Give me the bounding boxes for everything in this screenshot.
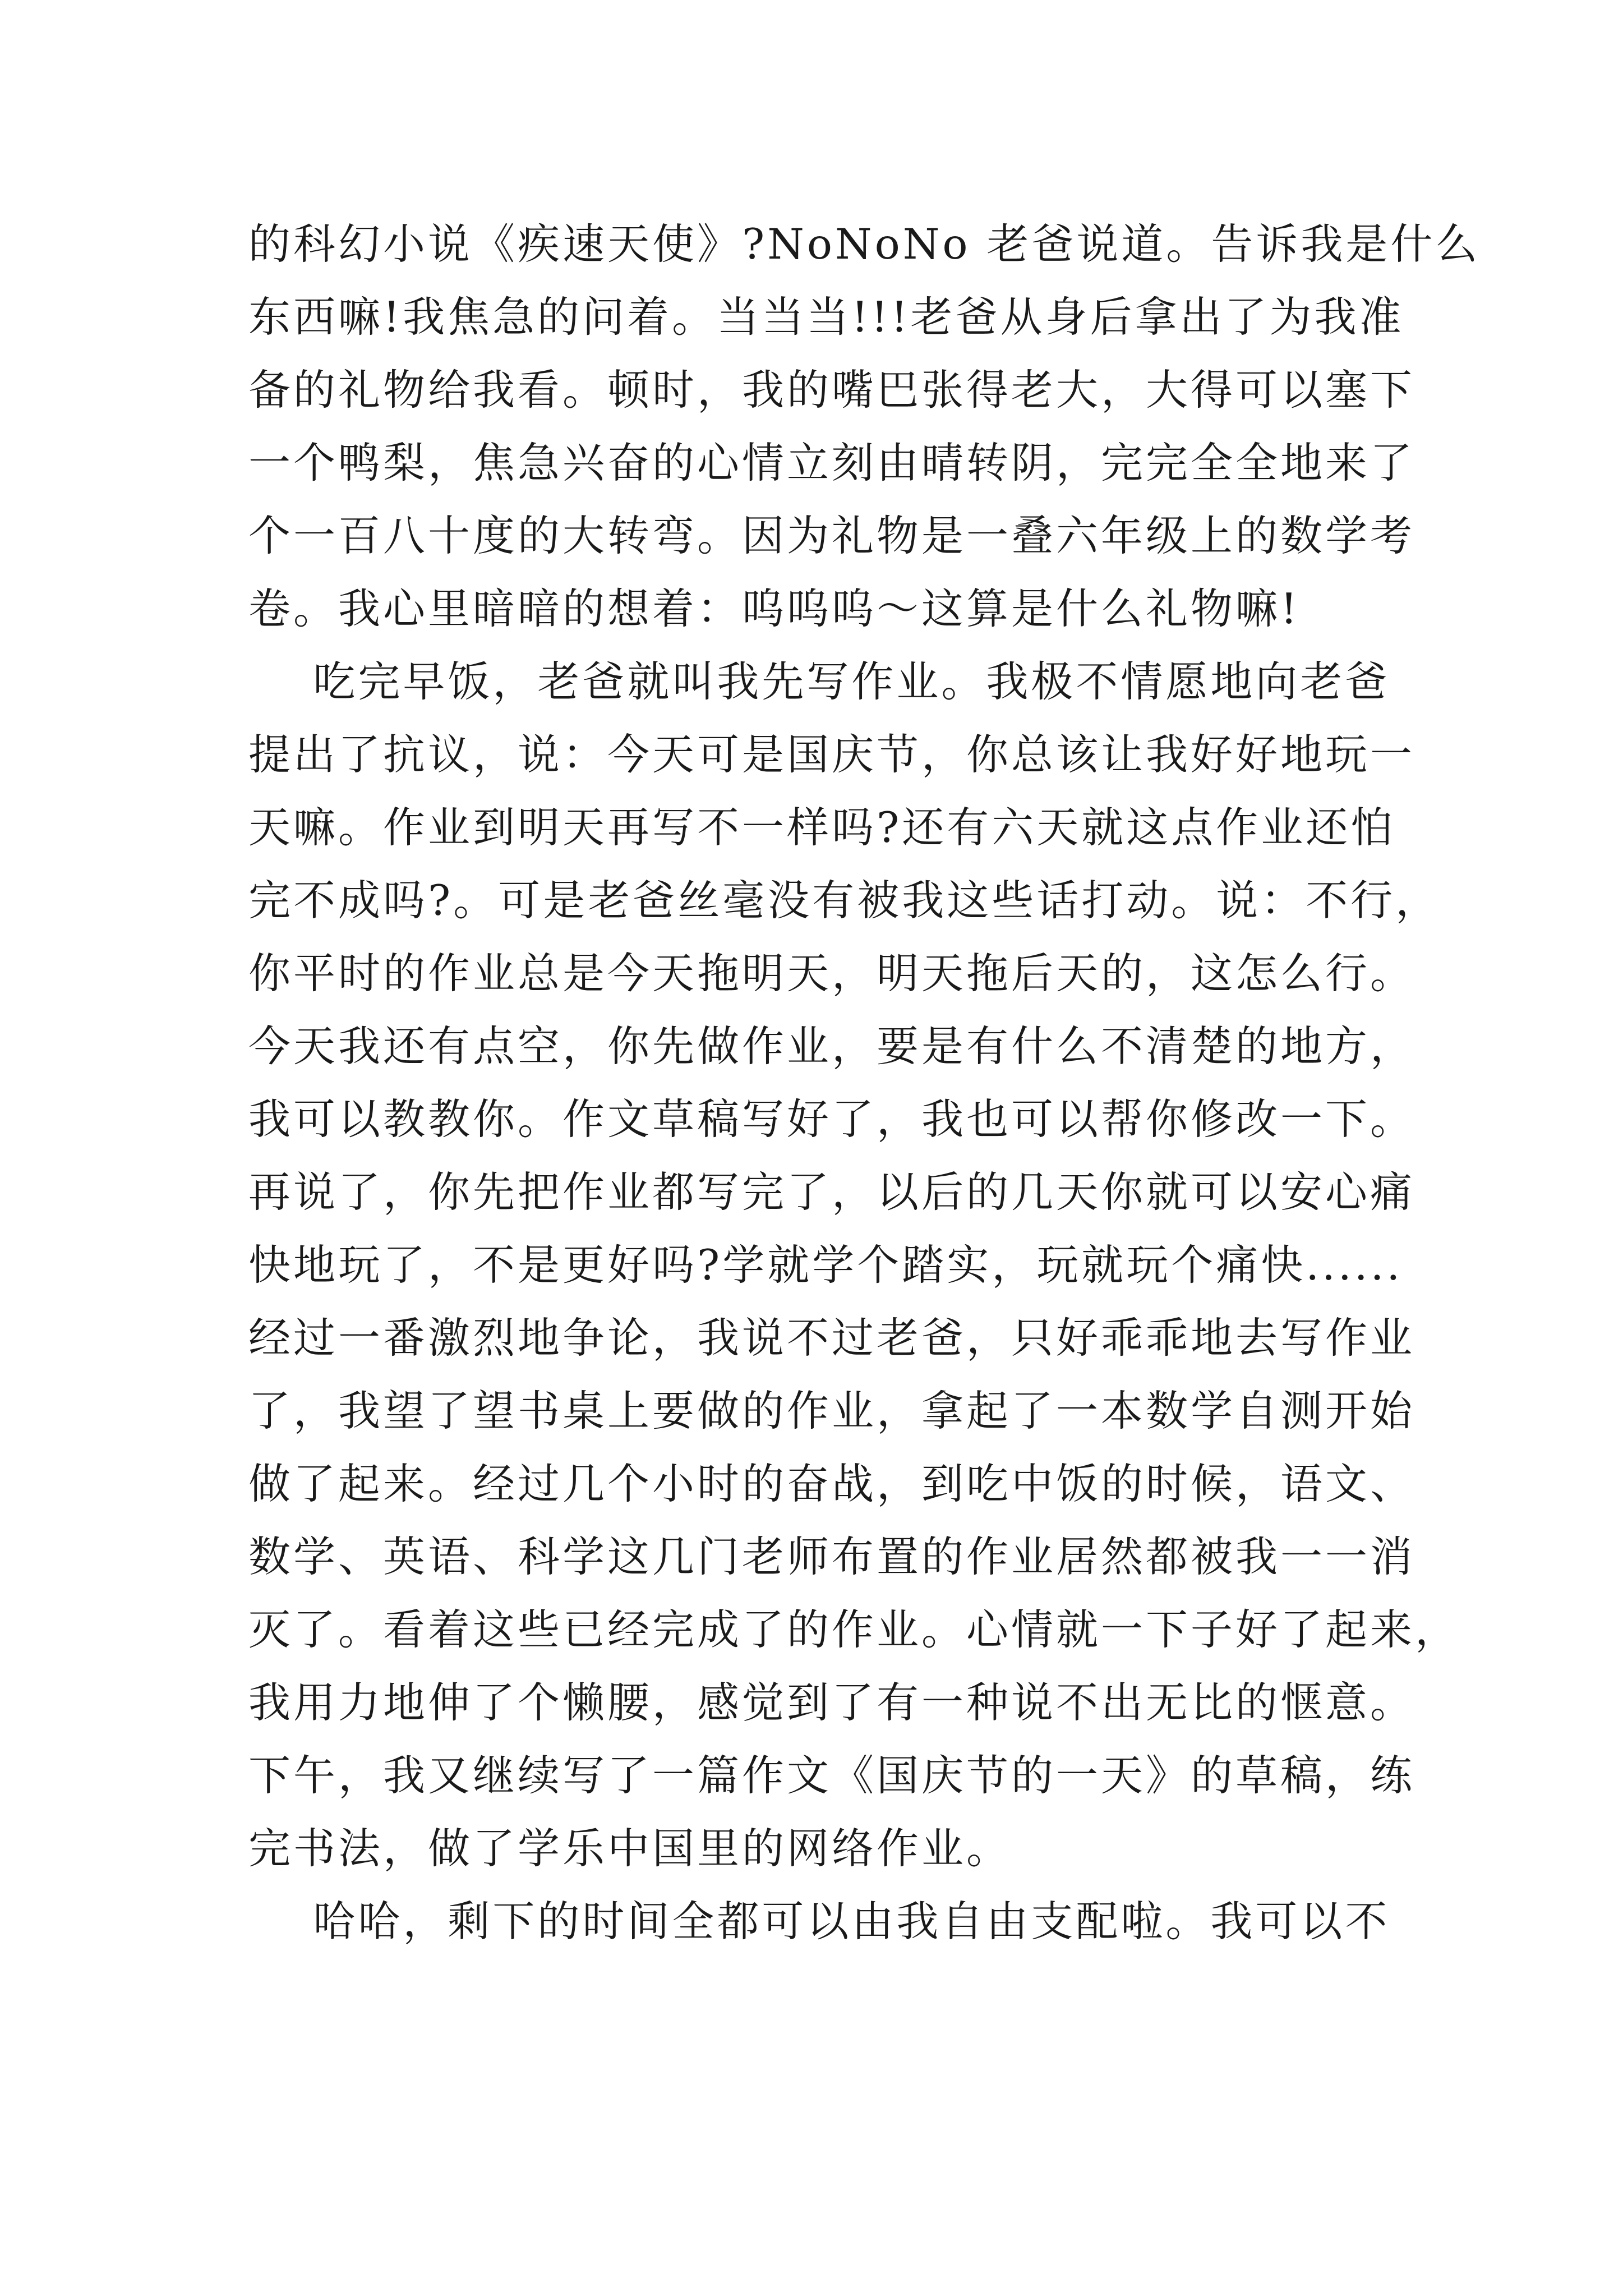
text-line: 做了起来。经过几个小时的奋战，到吃中饭的时候，语文、 <box>248 1459 1415 1508</box>
text-line: 天嘛。作业到明天再写不一样吗?还有六天就这点作业还怕 <box>248 803 1396 852</box>
text-line: 完书法，做了学乐中国里的网络作业。 <box>248 1824 1012 1873</box>
text-line: 卷。我心里暗暗的想着：呜呜呜～这算是什么礼物嘛! <box>248 584 1301 633</box>
text-line: 备的礼物给我看。顿时，我的嘴巴张得老大，大得可以塞下 <box>248 365 1415 415</box>
text-line: 东西嘛!我焦急的问着。当当当!!!老爸从身后拿出了为我准 <box>248 292 1404 342</box>
text-line: 下午，我又继续写了一篇作文《国庆节的一天》的草稿，练 <box>248 1751 1415 1800</box>
text-line: 你平时的作业总是今天拖明天，明天拖后天的，这怎么行。 <box>248 949 1415 998</box>
text-line: 快地玩了，不是更好吗?学就学个踏实，玩就玩个痛快...... <box>248 1240 1403 1290</box>
text-line: 数学、英语、科学这几门老师布置的作业居然都被我一一消 <box>248 1532 1415 1581</box>
text-line: 我可以教教你。作文草稿写好了，我也可以帮你修改一下。 <box>248 1094 1415 1144</box>
text-line: 再说了，你先把作业都写完了，以后的几天你就可以安心痛 <box>248 1167 1415 1217</box>
text-line: 灭了。看着这些已经完成了的作业。心情就一下子好了起来， <box>248 1605 1460 1654</box>
text-line: 今天我还有点空，你先做作业，要是有什么不清楚的地方， <box>248 1022 1415 1071</box>
text-line: 我用力地伸了个懒腰，感觉到了有一种说不出无比的惬意。 <box>248 1678 1415 1727</box>
text-line: 完不成吗?。可是老爸丝毫没有被我这些话打动。说：不行， <box>248 876 1441 925</box>
text-line: 哈哈，剩下的时间全都可以由我自由支配啦。我可以不 <box>248 1897 1390 1946</box>
text-line: 个一百八十度的大转弯。因为礼物是一叠六年级上的数学考 <box>248 511 1415 560</box>
text-line: 了，我望了望书桌上要做的作业，拿起了一本数学自测开始 <box>248 1386 1415 1435</box>
essay-body <box>248 208 1481 1958</box>
text-line: 吃完早饭，老爸就叫我先写作业。我极不情愿地向老爸 <box>248 657 1390 706</box>
text-line: 的科幻小说《疾速天使》?NoNoNo 老爸说道。告诉我是什么 <box>248 219 1481 269</box>
text-line: 经过一番激烈地争论，我说不过老爸，只好乖乖地去写作业 <box>248 1313 1415 1363</box>
text-line: 提出了抗议，说：今天可是国庆节，你总该让我好好地玩一 <box>248 730 1415 779</box>
text-line: 一个鸭梨，焦急兴奋的心情立刻由晴转阴，完完全全地来了 <box>248 438 1415 487</box>
